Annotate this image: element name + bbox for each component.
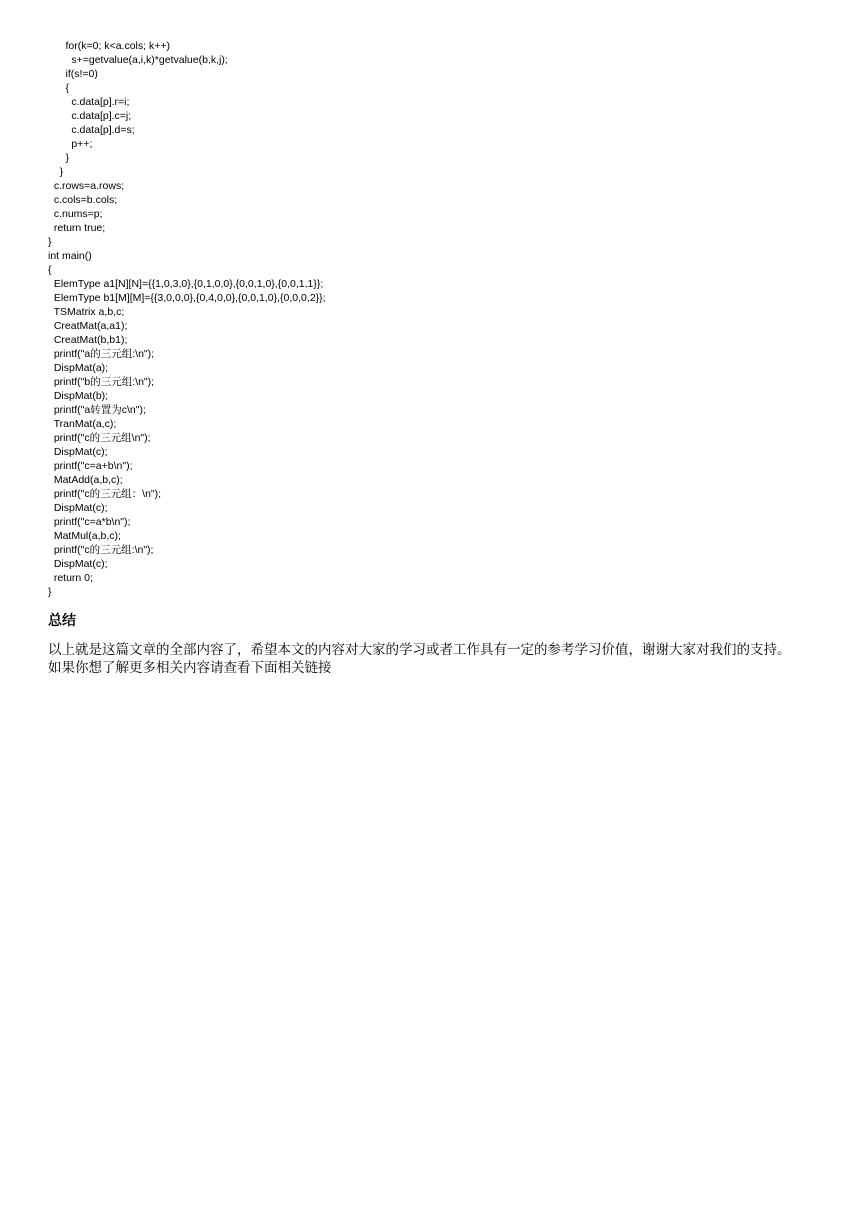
code-line: DispMat(a); (48, 362, 109, 374)
code-line: MatMul(a,b,c); (48, 530, 121, 542)
code-line: s+=getvalue(a,i,k)*getvalue(b,k,j); (48, 54, 228, 66)
code-line: printf("a转置为c\n"); (48, 404, 146, 416)
summary-paragraph (48, 641, 838, 677)
code-line: MatAdd(a,b,c); (48, 474, 123, 486)
code-line: printf("b的三元组:\n"); (48, 376, 155, 388)
code-line: TSMatrix a,b,c; (48, 306, 125, 318)
code-line: { (48, 264, 52, 276)
code-line: CreatMat(b,b1); (48, 334, 128, 346)
code-line: } (48, 586, 52, 598)
code-line: return true; (48, 222, 106, 234)
code-line: DispMat(c); (48, 558, 108, 570)
code-line: c.data[p].r=i; (48, 96, 130, 108)
code-line: p++; (48, 138, 93, 150)
code-line: printf("c的三元组：\n"); (48, 488, 162, 500)
code-line: int main() (48, 250, 92, 262)
code-line: printf("c的三元组:\n"); (48, 544, 154, 556)
code-line: printf("c=a*b\n"); (48, 516, 131, 528)
code-line: c.nums=p; (48, 208, 103, 220)
code-line: DispMat(c); (48, 502, 108, 514)
code-line: TranMat(a,c); (48, 418, 117, 430)
code-line: { (48, 82, 70, 94)
code-line: CreatMat(a,a1); (48, 320, 128, 332)
code-line: if(s!=0) (48, 68, 98, 80)
code-line: DispMat(b); (48, 390, 109, 402)
code-line: printf("c=a+b\n"); (48, 460, 133, 472)
code-line: ElemType b1[M][M]={{3,0,0,0},{0,4,0,0},{0,0,1,0},{0,0,0,2}}; (48, 292, 326, 304)
code-line: c.data[p].d=s; (48, 124, 135, 136)
summary-line-2: 如果你想了解更多相关内容请查看下面相关链接 (48, 660, 332, 676)
code-line: DispMat(c); (48, 446, 108, 458)
code-line: } (48, 166, 64, 178)
code-line: c.cols=b.cols; (48, 194, 118, 206)
summary-line-1: 以上就是这篇文章的全部内容了，希望本文的内容对大家的学习或者工作具有一定的参考学习价值，谢谢大家对我们的支持。 (48, 642, 791, 658)
code-line: for(k=0; k<a.cols; k++) (48, 40, 170, 52)
code-line: printf("c的三元组\n"); (48, 432, 151, 444)
code-line: return 0; (48, 572, 93, 584)
code-line: c.rows=a.rows; (48, 180, 125, 192)
summary-heading: 总结 (48, 613, 76, 629)
code-line: printf("a的三元组:\n"); (48, 348, 155, 360)
code-line: } (48, 152, 70, 164)
code-block (48, 39, 828, 599)
code-line: c.data[p].c=j; (48, 110, 132, 122)
code-line: } (48, 236, 52, 248)
code-line: ElemType a1[N][N]={{1,0,3,0},{0,1,0,0},{0,0,1,0},{0,0,1,1}}; (48, 278, 324, 290)
